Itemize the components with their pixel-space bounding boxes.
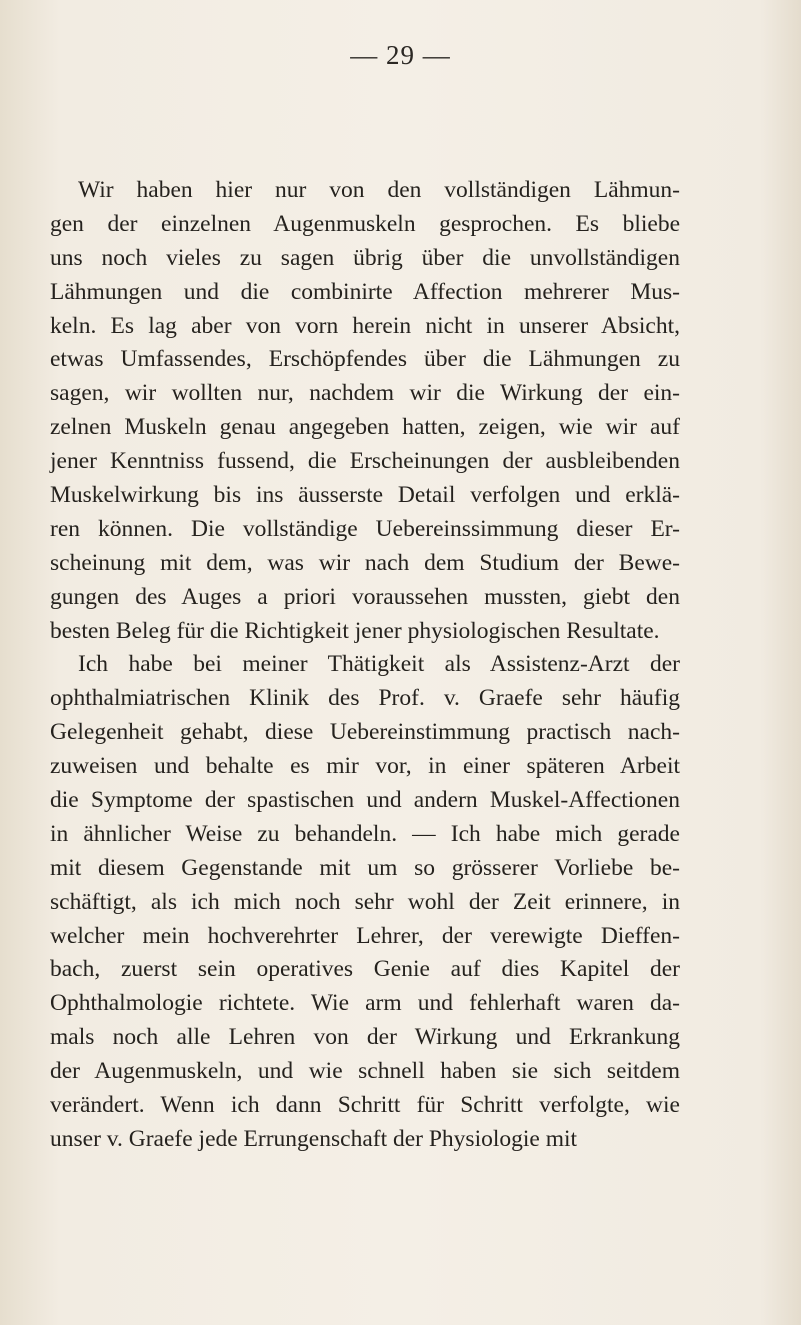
text-line: zelnen Muskeln genau angegeben hatten, zeigen, wie wir auf: [50, 414, 680, 441]
text-line: Ophthalmologie richtete. Wie arm und fehlerhaft waren da-: [50, 990, 680, 1017]
text-line: welcher mein hochverehrter Lehrer, der verewigte Dieffen-: [50, 922, 680, 949]
text-line: ren können. Die vollständige Uebereinssimmung dieser Er-: [50, 515, 680, 542]
text-line: in ähnlicher Weise zu behandeln. — Ich habe mich gerade: [50, 820, 680, 847]
page-number: — 29 —: [350, 40, 451, 70]
body-text: [50, 174, 680, 1157]
text-line: gen der einzelnen Augenmuskeln gesprochen. Es bliebe: [50, 210, 680, 237]
text-line: keln. Es lag aber von vorn herein nicht in unserer Absicht,: [50, 312, 680, 339]
text-line: scheinung mit dem, was wir nach dem Studium der Bewe-: [50, 549, 680, 576]
text-line: Muskelwirkung bis ins äusserste Detail verfolgen und erklä-: [50, 482, 680, 509]
text-line: bach, zuerst sein operatives Genie auf dies Kapitel der: [50, 956, 680, 983]
text-line: Lähmungen und die combinirte Affection mehrerer Mus-: [50, 278, 680, 305]
text-line: etwas Umfassendes, Erschöpfendes über die Lähmungen zu: [50, 346, 680, 373]
text-line: schäftigt, als ich mich noch sehr wohl der Zeit erinnere, in: [50, 888, 680, 915]
text-line: gungen des Auges a priori voraussehen mussten, giebt den: [50, 583, 680, 610]
text-line: uns noch vieles zu sagen übrig über die unvollständigen: [50, 244, 680, 271]
text-line: Wir haben hier nur von den vollständigen Lähmun-: [78, 177, 680, 203]
text-line: verändert. Wenn ich dann Schritt für Schritt verfolgte, wie: [50, 1092, 680, 1119]
text-line: die Symptome der spastischen und andern Muskel-Affectionen: [50, 787, 680, 814]
text-line: mit diesem Gegenstande mit um so grösserer Vorliebe be-: [50, 854, 680, 881]
text-line: Ich habe bei meiner Thätigkeit als Assistenz-Arzt der: [78, 651, 680, 678]
text-line: jener Kenntniss fussend, die Erscheinungen der ausbleibenden: [50, 448, 680, 475]
text-line: sagen, wir wollten nur, nachdem wir die Wirkung der ein-: [50, 380, 680, 407]
text-line: Gelegenheit gehabt, diese Uebereinstimmung practisch nach-: [50, 719, 680, 746]
text-line: besten Beleg für die Richtigkeit jener physiologischen Resultate.: [50, 617, 660, 644]
text-line: mals noch alle Lehren von der Wirkung und Erkrankung: [50, 1024, 680, 1051]
text-line: zuweisen und behalte es mir vor, in einer späteren Arbeit: [50, 753, 680, 780]
text-line: unser v. Graefe jede Errungenschaft der Physiologie mit: [50, 1125, 578, 1152]
text-line: ophthalmiatrischen Klinik des Prof. v. Graefe sehr häufig: [50, 685, 680, 712]
text-line: der Augenmuskeln, und wie schnell haben sie sich seitdem: [50, 1058, 680, 1085]
